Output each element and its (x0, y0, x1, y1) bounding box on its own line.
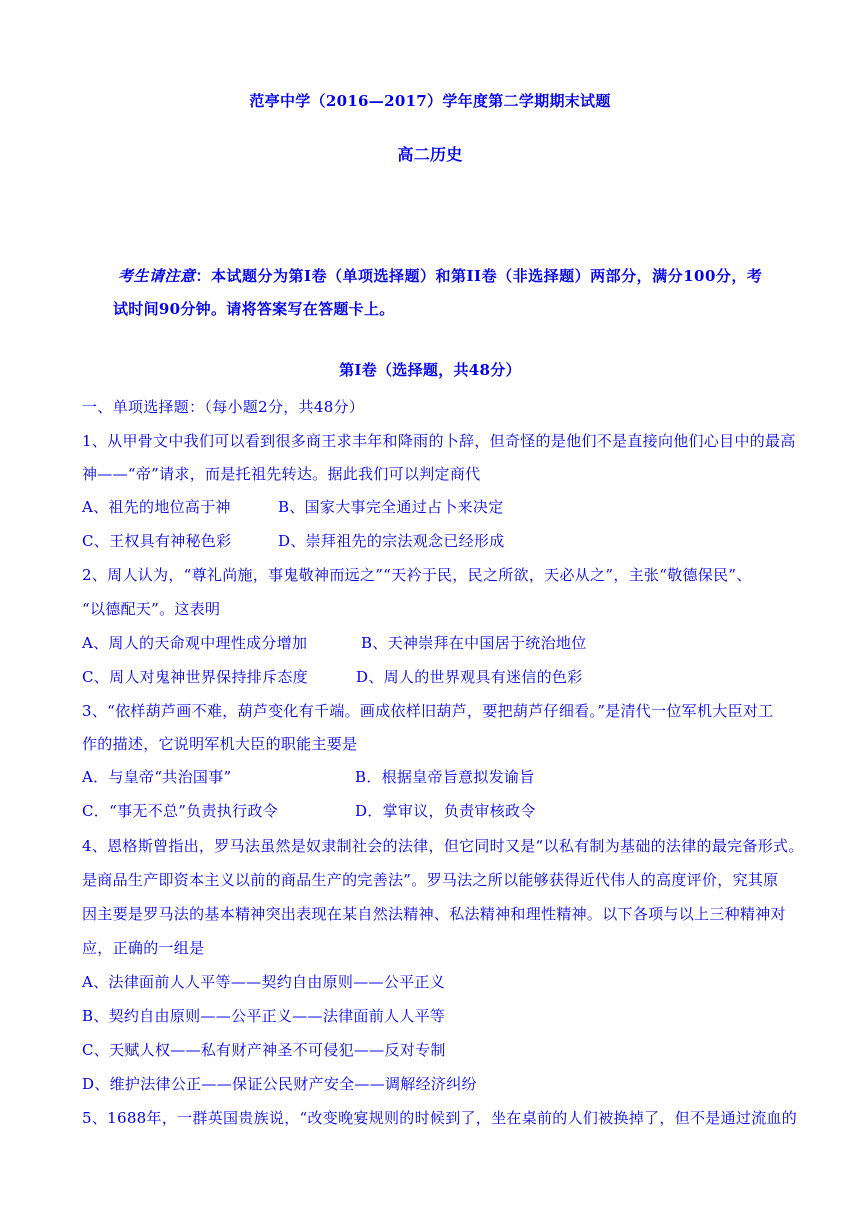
q3-stem-line-2: 作的描述，它说明军机大臣的职能主要是 (82, 735, 358, 753)
q1-option-b: B、国家大事完全通过占卜来决定 (278, 498, 504, 516)
q1-stem-line-1: 1、从甲骨文中我们可以看到很多商王求丰年和降雨的卜辞，但奇怪的是他们不是直接向他们心目中的最高 (82, 432, 796, 450)
q4-stem-line-4: 应，正确的一组是 (82, 939, 205, 957)
q4-stem-line-1: 4、恩格斯曾指出，罗马法虽然是奴隶制社会的法律，但它同时又是“以私有制为基础的法律的最完备形式。 (82, 837, 804, 855)
q2-stem-line-2: “以德配天”。这表明 (82, 600, 221, 618)
q2-option-d: D、周人的世界观具有迷信的色彩 (356, 668, 583, 686)
notice-line-2: 试时间90分钟。请将答案写在答题卡上。 (113, 300, 395, 318)
notice-label: 考生请注意 (118, 267, 196, 285)
q4-option-c: C、天赋人权——私有财产神圣不可侵犯——反对专制 (82, 1041, 446, 1059)
section-instruction: 一、单项选择题：（每小题2分，共48分） (82, 398, 365, 416)
notice-line-1 (118, 266, 762, 286)
q2-option-a: A、周人的天命观中理性成分增加 (82, 634, 308, 652)
q1-option-d: D、崇拜祖先的宗法观念已经形成 (278, 532, 505, 550)
q3-option-c: C．“事无不总”负责执行政令 (82, 802, 279, 820)
q2-option-b: B、天神崇拜在中国居于统治地位 (361, 634, 587, 652)
q1-stem-line-2: 神——“帝”请求，而是托祖先转达。据此我们可以判定商代 (82, 465, 481, 483)
q4-option-a: A、法律面前人人平等——契约自由原则——公平正义 (82, 973, 446, 991)
q4-option-b: B、契约自由原则——公平正义——法律面前人人平等 (82, 1007, 446, 1025)
q3-option-b: B．根据皇帝旨意拟发谕旨 (355, 768, 535, 786)
q1-option-a: A、祖先的地位高于神 (82, 498, 231, 516)
notice-text-1: ：本试题分为第Ⅰ卷（单项选择题）和第II卷（非选择题）两部分，满分100分，考 (195, 267, 763, 285)
exam-title: 范亭中学（2016—2017）学年度第二学期期末试题 (249, 92, 611, 110)
q4-option-d: D、维护法律公正——保证公民财产安全——调解经济纠纷 (82, 1075, 477, 1093)
q3-option-a: A．与皇帝“共治国事” (82, 768, 232, 786)
q2-stem-line-1: 2、周人认为，“尊礼尚施，事鬼敬神而远之”“天衿于民，民之所欲，天必从之”，主张“敬德保民”、 (82, 566, 752, 584)
exam-subtitle: 高二历史 (397, 145, 463, 164)
q1-option-c: C、王权具有神秘色彩 (82, 532, 232, 550)
q2-option-c: C、周人对鬼神世界保持排斥态度 (82, 668, 308, 686)
section-heading: 第Ⅰ卷（选择题，共48分） (339, 361, 521, 379)
q3-option-d: D．掌审议，负责审核政令 (355, 802, 536, 820)
q5-stem-line-1: 5、1688年，一群英国贵族说，“改变晚宴规则的时候到了，坐在桌前的人们被换掉了，但不是通过流血的 (82, 1109, 798, 1127)
q3-stem-line-1: 3、“依样葫芦画不难，葫芦变化有千端。画成依样旧葫芦，要把葫芦仔细看。”是清代一位军机大臣对工 (82, 702, 774, 720)
q4-stem-line-3: 因主要是罗马法的基本精神突出表现在某自然法精神、私法精神和理性精神。以下各项与以上三种精神对 (82, 905, 786, 923)
q4-stem-line-2: 是商品生产即资本主义以前的商品生产的完善法”。罗马法之所以能够获得近代伟人的高度评价，究其原 (82, 871, 779, 889)
